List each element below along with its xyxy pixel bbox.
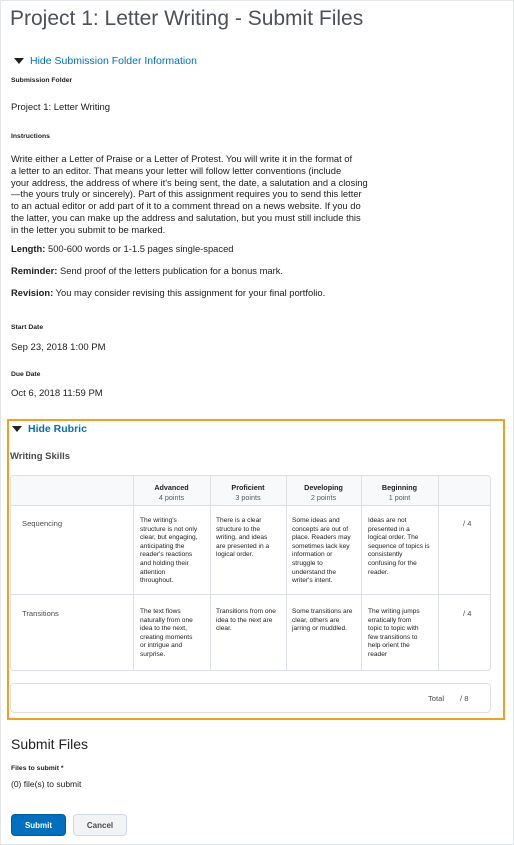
desc-line: consistently (368, 551, 403, 559)
transitions-advanced-desc (140, 608, 193, 660)
desc-line: structure to the (216, 525, 260, 533)
sequencing-proficient-desc (216, 517, 269, 560)
criterion-sequencing: Sequencing (22, 519, 63, 528)
hide-rubric-label: Hide Rubric (28, 423, 87, 435)
transitions-score: / 4 (463, 609, 472, 618)
level-proficient (210, 483, 286, 502)
desc-line: There is a clear (216, 517, 262, 524)
desc-line: understand the (292, 568, 336, 576)
desc-line: clear. (216, 625, 232, 633)
desc-line: or intrigue and (140, 642, 183, 650)
desc-line: clear, others are (292, 616, 340, 624)
column-divider (286, 476, 287, 670)
level-points: 2 points (310, 492, 337, 502)
desc-line: concepts are out of (292, 525, 349, 533)
reminder-line (11, 265, 283, 277)
level-name: Advanced (154, 483, 189, 492)
desc-line: attention (140, 568, 166, 576)
desc-line: erratically from (368, 616, 412, 624)
desc-line: sequence of topics is (368, 542, 430, 550)
level-name: Proficient (231, 483, 265, 492)
criterion-transitions: Transitions (22, 609, 59, 618)
desc-line: Some transitions are (292, 608, 353, 615)
hide-folder-info-toggle[interactable] (14, 55, 197, 67)
desc-line: logical order. (216, 551, 254, 559)
desc-line: and holding their (140, 559, 189, 567)
level-points: 4 points (158, 492, 185, 502)
desc-line: information or (292, 551, 333, 559)
submission-folder-value: Project 1: Letter Writing (11, 102, 111, 113)
row-divider (11, 594, 490, 595)
desc-line: topic to topic with (368, 625, 419, 633)
desc-line: structure is not only (140, 525, 198, 533)
column-divider (361, 476, 362, 670)
rubric-title: Writing Skills (10, 451, 71, 462)
rubric-table (10, 475, 491, 671)
submission-folder-label: Submission Folder (11, 77, 73, 84)
desc-line: idea to the next are (216, 616, 273, 624)
level-points: 1 point (388, 492, 411, 502)
desc-line: The text flows (140, 608, 181, 615)
files-to-submit-label: Files to submit * (11, 765, 64, 772)
hide-rubric-toggle[interactable] (12, 423, 87, 435)
desc-line: struggle to (292, 559, 323, 567)
desc-line: place. Readers may (292, 534, 351, 542)
instructions-line: —the yours truly or sincerely). Part of this assignment requires you to send this letter (11, 188, 362, 200)
sequencing-developing-desc (292, 517, 351, 586)
files-count: (0) file(s) to submit (11, 779, 82, 789)
desc-line: The writing's (140, 517, 177, 524)
desc-line: surprise. (140, 650, 166, 658)
instructions-label: Instructions (11, 133, 50, 140)
sequencing-advanced-desc (140, 517, 198, 586)
page-title: Project 1: Letter Writing - Submit Files (10, 7, 364, 30)
level-points: 3 points (235, 492, 261, 502)
instructions-line: a letter to an editor. That means your letter will follow letter conventions (include (11, 164, 342, 176)
level-beginning (361, 483, 438, 502)
submit-button[interactable]: Submit (11, 814, 66, 836)
desc-line: help orient the (368, 642, 410, 650)
desc-line: idea to the next, (140, 625, 187, 633)
revision-text: You may consider revising this assignment for your final portfolio. (53, 287, 326, 298)
desc-line: confusing for the (368, 559, 417, 567)
rubric-total-row (10, 683, 491, 713)
desc-line: jarring or muddled. (292, 625, 347, 633)
length-text: 500-600 words or 1-1.5 pages single-spaced (45, 243, 234, 254)
instructions-line: to an actual editor or add part of it to a comment thread on a news website. If you do (11, 200, 361, 212)
instructions-line: in the letter you submit to be marked. (11, 223, 166, 235)
desc-line: Transitions from one (216, 608, 276, 615)
instructions-line: your address, the address of where it's being sent, the date, a salutation and a closing (11, 176, 368, 188)
desc-line: Some ideas and (292, 517, 340, 524)
reminder-label: Reminder: (11, 265, 58, 276)
due-date-value: Oct 6, 2018 11:59 PM (11, 388, 103, 399)
level-name: Developing (304, 483, 343, 492)
instructions-paragraph (11, 153, 511, 236)
caret-down-icon (12, 426, 22, 432)
desc-line: clear, but engaging, (140, 534, 198, 542)
desc-line: sometimes lack key (292, 542, 350, 550)
level-developing (286, 483, 361, 502)
transitions-beginning-desc (368, 608, 420, 660)
start-date-label: Start Date (11, 324, 44, 331)
total-label: Total (428, 694, 445, 703)
submit-files-heading: Submit Files (11, 736, 89, 752)
start-date-value: Sep 23, 2018 1:00 PM (11, 342, 106, 353)
desc-line: presented in a (368, 525, 410, 533)
hide-folder-info-label: Hide Submission Folder Information (30, 55, 197, 67)
desc-line: anticipating the (140, 542, 185, 550)
revision-line (11, 287, 325, 299)
reminder-text: Send proof of the letters publication for a bonus mark. (57, 265, 284, 276)
desc-line: writing, and ideas (216, 534, 268, 542)
sequencing-beginning-desc (368, 517, 430, 577)
desc-line: reader's reactions (140, 551, 193, 559)
desc-line: reader. (368, 568, 389, 576)
length-label: Length: (11, 243, 46, 254)
transitions-developing-desc (292, 608, 352, 634)
desc-line: naturally from one (140, 616, 193, 624)
level-name: Beginning (381, 483, 418, 492)
desc-line: creating moments (140, 633, 193, 641)
column-divider (210, 476, 211, 670)
desc-line: are presented in a (216, 542, 270, 550)
revision-label: Revision: (11, 287, 54, 298)
instructions-line: Write either a Letter of Praise or a Letter of Protest. You will write it in the format of (11, 153, 353, 164)
due-date-label: Due Date (11, 371, 41, 378)
column-divider (133, 476, 134, 670)
desc-line: writer's intent. (292, 577, 333, 585)
caret-down-icon (14, 58, 24, 64)
column-divider (438, 476, 439, 670)
desc-line: throughout. (140, 577, 174, 585)
total-value: / 8 (460, 694, 469, 703)
instructions-line: the latter, you can make up the address and salutation, but you must still include this (11, 211, 361, 223)
sequencing-score: / 4 (463, 519, 472, 528)
desc-line: The writing jumps (368, 608, 420, 615)
level-advanced (133, 483, 210, 502)
desc-line: few transitions to (368, 633, 418, 641)
transitions-proficient-desc (216, 608, 276, 634)
desc-line: reader (368, 650, 388, 658)
cancel-button[interactable]: Cancel (73, 814, 127, 836)
length-line (11, 243, 234, 255)
desc-line: Ideas are not (368, 517, 407, 524)
desc-line: logical order. The (368, 534, 419, 542)
